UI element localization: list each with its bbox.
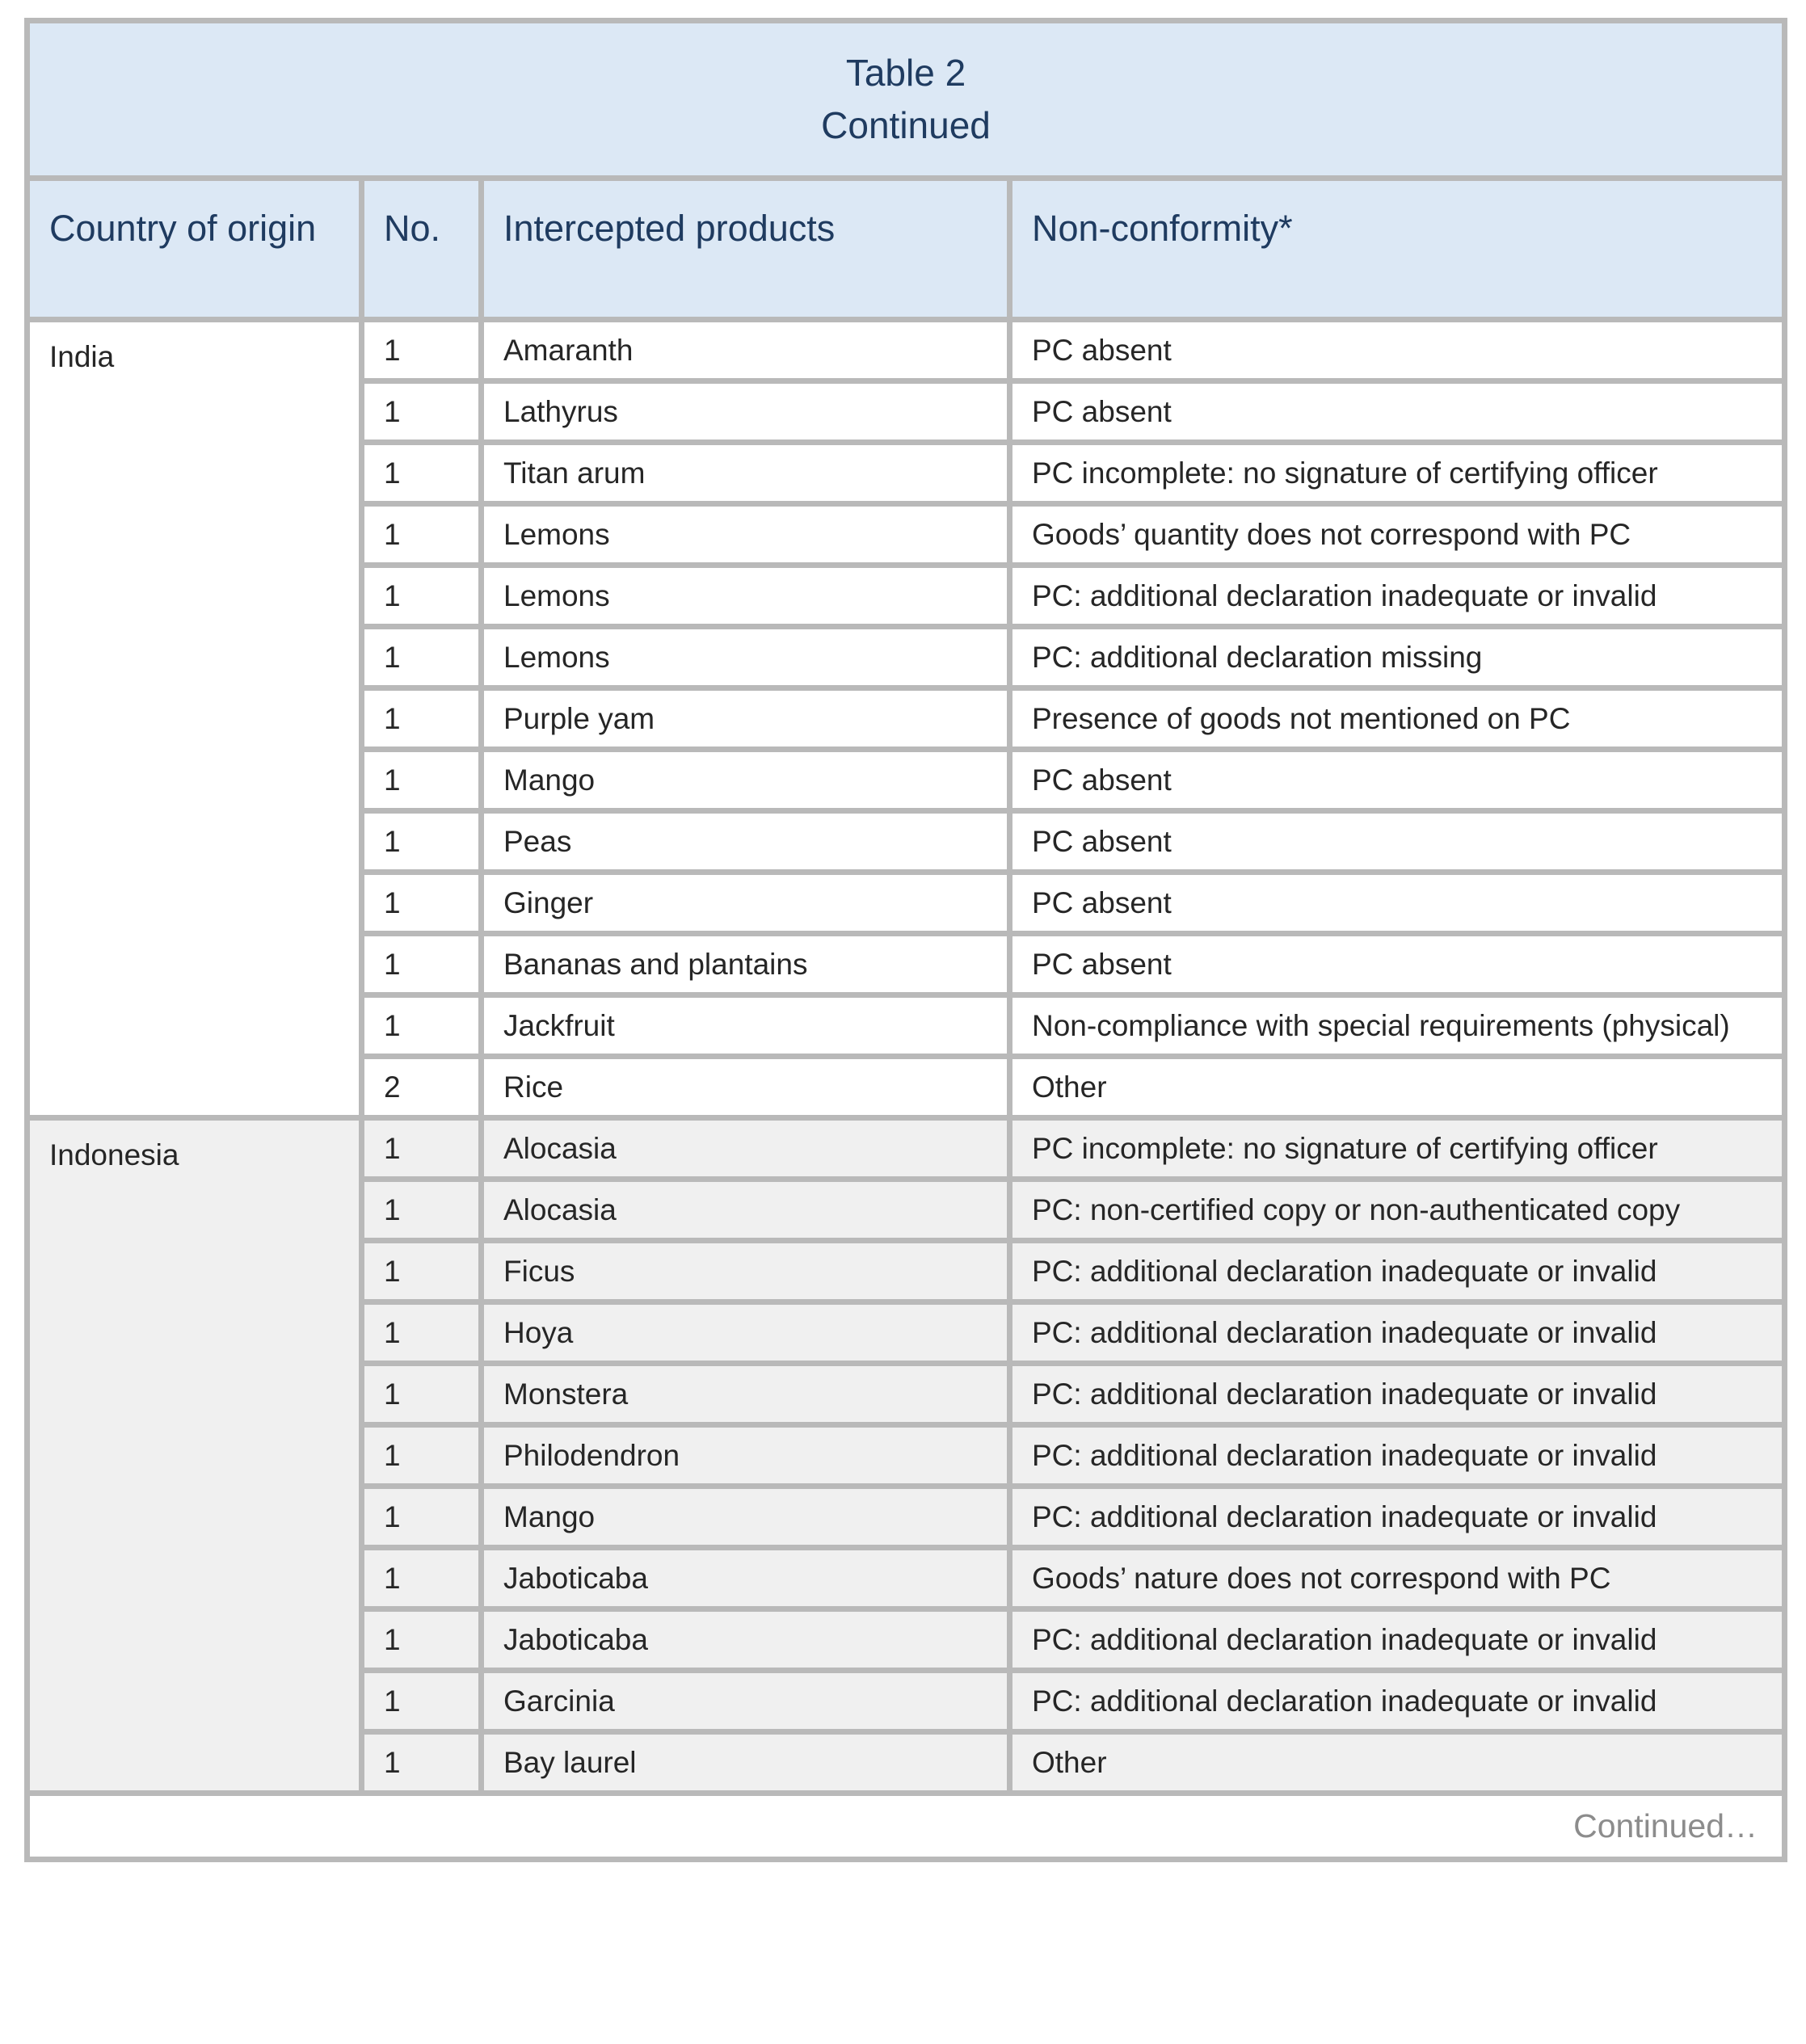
no-cell: 1 (362, 504, 482, 566)
product-cell: Philodendron (482, 1425, 1010, 1487)
table-2 (24, 18, 1787, 1862)
product-cell: Lemons (482, 566, 1010, 627)
product-cell: Jaboticaba (482, 1609, 1010, 1671)
no-cell: 1 (362, 688, 482, 750)
product-cell: Ficus (482, 1241, 1010, 1302)
no-cell: 1 (362, 1241, 482, 1302)
no-cell: 1 (362, 627, 482, 688)
no-cell: 1 (362, 1487, 482, 1548)
product-cell: Purple yam (482, 688, 1010, 750)
nonconformity-cell: PC: additional declaration inadequate or invalid (1010, 1425, 1785, 1487)
no-cell: 1 (362, 1425, 482, 1487)
col-header-country: Country of origin (27, 179, 362, 320)
no-cell: 1 (362, 381, 482, 443)
product-cell: Lathyrus (482, 381, 1010, 443)
product-cell: Titan arum (482, 443, 1010, 504)
no-cell: 1 (362, 1671, 482, 1732)
country-cell: India (27, 320, 362, 1118)
nonconformity-cell: PC: additional declaration inadequate or invalid (1010, 566, 1785, 627)
nonconformity-cell: PC: additional declaration inadequate or invalid (1010, 1609, 1785, 1671)
no-cell: 1 (362, 1548, 482, 1609)
table-title (27, 21, 1785, 179)
no-cell: 1 (362, 566, 482, 627)
nonconformity-cell: PC: additional declaration inadequate or invalid (1010, 1302, 1785, 1364)
nonconformity-cell: PC: non-certified copy or non-authenticated copy (1010, 1180, 1785, 1241)
product-cell: Mango (482, 750, 1010, 811)
table-footer-row (27, 1794, 1785, 1860)
table-title-line1: Table 2 (845, 51, 966, 94)
nonconformity-cell: PC absent (1010, 320, 1785, 381)
nonconformity-cell: Other (1010, 1732, 1785, 1794)
nonconformity-cell: PC absent (1010, 381, 1785, 443)
no-cell: 1 (362, 934, 482, 995)
nonconformity-cell: PC absent (1010, 934, 1785, 995)
nonconformity-cell: PC: additional declaration inadequate or invalid (1010, 1364, 1785, 1425)
product-cell: Alocasia (482, 1118, 1010, 1180)
no-cell: 1 (362, 811, 482, 873)
nonconformity-cell: PC: additional declaration missing (1010, 627, 1785, 688)
nonconformity-cell: PC: additional declaration inadequate or invalid (1010, 1487, 1785, 1548)
nonconformity-cell: PC incomplete: no signature of certifying officer (1010, 1118, 1785, 1180)
no-cell: 1 (362, 1302, 482, 1364)
product-cell: Ginger (482, 873, 1010, 934)
nonconformity-cell: Goods’ quantity does not correspond with PC (1010, 504, 1785, 566)
no-cell: 1 (362, 995, 482, 1057)
no-cell: 1 (362, 443, 482, 504)
no-cell: 1 (362, 1180, 482, 1241)
product-cell: Hoya (482, 1302, 1010, 1364)
nonconformity-cell: PC absent (1010, 750, 1785, 811)
nonconformity-cell: Goods’ nature does not correspond with PC (1010, 1548, 1785, 1609)
product-cell: Lemons (482, 504, 1010, 566)
product-cell: Bananas and plantains (482, 934, 1010, 995)
product-cell: Lemons (482, 627, 1010, 688)
product-cell: Jaboticaba (482, 1548, 1010, 1609)
product-cell: Jackfruit (482, 995, 1010, 1057)
col-header-no: No. (362, 179, 482, 320)
no-cell: 1 (362, 320, 482, 381)
table-row (27, 1118, 1785, 1180)
no-cell: 1 (362, 1118, 482, 1180)
product-cell: Peas (482, 811, 1010, 873)
product-cell: Alocasia (482, 1180, 1010, 1241)
nonconformity-cell: Other (1010, 1057, 1785, 1118)
product-cell: Mango (482, 1487, 1010, 1548)
product-cell: Rice (482, 1057, 1010, 1118)
nonconformity-cell: PC absent (1010, 873, 1785, 934)
nonconformity-cell: PC: additional declaration inadequate or invalid (1010, 1241, 1785, 1302)
nonconformity-cell: Non-compliance with special requirements (physical) (1010, 995, 1785, 1057)
no-cell: 1 (362, 1364, 482, 1425)
no-cell: 1 (362, 1609, 482, 1671)
nonconformity-cell: PC absent (1010, 811, 1785, 873)
nonconformity-cell: PC incomplete: no signature of certifying officer (1010, 443, 1785, 504)
product-cell: Bay laurel (482, 1732, 1010, 1794)
nonconformity-cell: Presence of goods not mentioned on PC (1010, 688, 1785, 750)
col-header-products: Intercepted products (482, 179, 1010, 320)
no-cell: 1 (362, 750, 482, 811)
continued-label: Continued… (27, 1794, 1785, 1860)
product-cell: Amaranth (482, 320, 1010, 381)
table-title-row (27, 21, 1785, 179)
col-header-nonconformity: Non-conformity* (1010, 179, 1785, 320)
table-title-line2: Continued (821, 104, 991, 146)
no-cell: 2 (362, 1057, 482, 1118)
nonconformity-cell: PC: additional declaration inadequate or invalid (1010, 1671, 1785, 1732)
product-cell: Garcinia (482, 1671, 1010, 1732)
no-cell: 1 (362, 1732, 482, 1794)
no-cell: 1 (362, 873, 482, 934)
column-header-row (27, 179, 1785, 320)
country-cell: Indonesia (27, 1118, 362, 1794)
table-row (27, 320, 1785, 381)
table-body (27, 320, 1785, 1794)
product-cell: Monstera (482, 1364, 1010, 1425)
